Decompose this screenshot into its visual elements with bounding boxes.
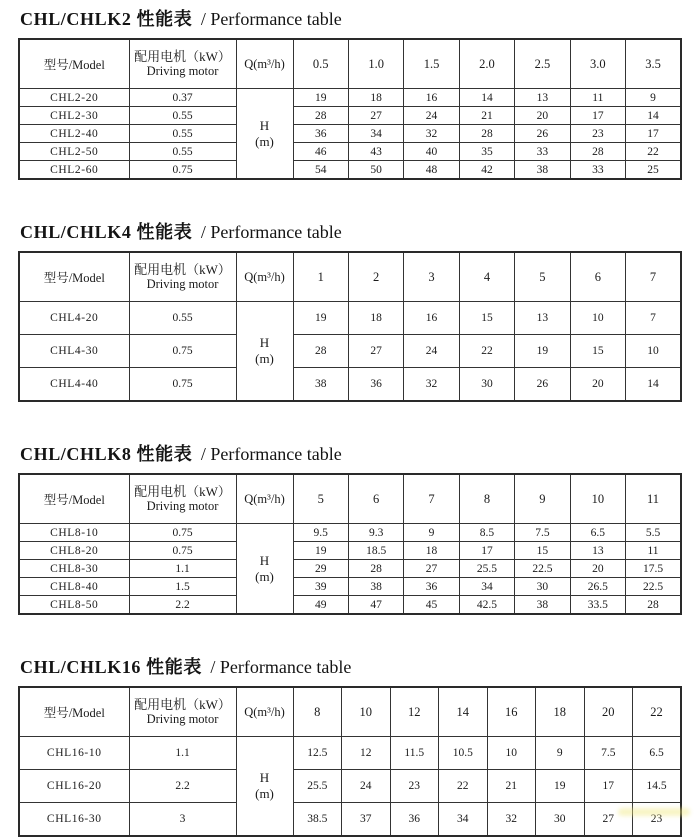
h-value-cell: 25.5 xyxy=(459,560,514,578)
h-value-cell: 27 xyxy=(348,107,403,125)
h-value-cell: 17 xyxy=(570,107,625,125)
header-row xyxy=(19,252,681,302)
h-value-cell: 38 xyxy=(515,161,570,180)
h-value-cell: 23 xyxy=(633,803,682,837)
h-value-cell: 18 xyxy=(348,89,403,107)
h-value-cell: 54 xyxy=(293,161,348,180)
table-row xyxy=(19,596,681,615)
h-value-cell: 14 xyxy=(626,368,681,402)
model-cell: CHL8-10 xyxy=(19,524,129,542)
col-header-motor-cn: 配用电机（kW） xyxy=(134,483,231,499)
col-header-q: Q(m³/h) xyxy=(236,252,293,302)
motor-cell: 0.37 xyxy=(129,89,236,107)
h-value-cell: 21 xyxy=(487,770,536,803)
col-header-motor-en: Driving motor xyxy=(146,63,219,78)
h-value-cell: 33 xyxy=(515,143,570,161)
h-value-cell: 12.5 xyxy=(293,737,342,770)
h-value-cell: 22.5 xyxy=(626,578,681,596)
model-cell: CHL8-20 xyxy=(19,542,129,560)
table-row xyxy=(19,803,681,837)
h-value-cell: 30 xyxy=(536,803,585,837)
h-value-cell: 20 xyxy=(570,368,625,402)
h-value-cell: 9.5 xyxy=(293,524,348,542)
h-value-cell: 25.5 xyxy=(293,770,342,803)
q-value-header: 14 xyxy=(439,687,488,737)
perf-table-4 xyxy=(18,686,682,837)
h-value-cell: 32 xyxy=(404,368,459,402)
section-title xyxy=(20,440,682,466)
section-chl-chlk4 xyxy=(18,218,682,402)
q-value-header: 12 xyxy=(390,687,439,737)
q-value-header: 5 xyxy=(515,252,570,302)
h-value-cell: 15 xyxy=(459,302,514,335)
q-value-header: 11 xyxy=(626,474,681,524)
head-unit-cell xyxy=(236,302,293,402)
col-header-motor xyxy=(129,39,236,89)
h-value-cell: 38 xyxy=(515,596,570,615)
model-cell: CHL4-20 xyxy=(19,302,129,335)
h-value-cell: 17.5 xyxy=(626,560,681,578)
col-header-model: 型号/Model xyxy=(19,39,129,89)
h-value-cell: 10 xyxy=(626,335,681,368)
motor-cell: 0.55 xyxy=(129,143,236,161)
q-value-header: 3.5 xyxy=(626,39,681,89)
h-value-cell: 7.5 xyxy=(515,524,570,542)
q-value-header: 1.0 xyxy=(348,39,403,89)
h-value-cell: 36 xyxy=(390,803,439,837)
motor-cell: 1.1 xyxy=(129,737,236,770)
head-unit-symbol: H xyxy=(259,335,270,351)
h-value-cell: 18.5 xyxy=(348,542,403,560)
q-value-header: 10 xyxy=(342,687,391,737)
section-title-suffix: / Performance table xyxy=(200,9,342,29)
h-value-cell: 10 xyxy=(570,302,625,335)
h-value-cell: 28 xyxy=(348,560,403,578)
head-unit-cell xyxy=(236,89,293,180)
h-value-cell: 39 xyxy=(293,578,348,596)
h-value-cell: 5.5 xyxy=(626,524,681,542)
model-cell: CHL2-60 xyxy=(19,161,129,180)
h-value-cell: 28 xyxy=(293,335,348,368)
perf-table-3 xyxy=(18,473,682,615)
model-cell: CHL4-40 xyxy=(19,368,129,402)
table-row xyxy=(19,770,681,803)
h-value-cell: 50 xyxy=(348,161,403,180)
model-cell: CHL16-20 xyxy=(19,770,129,803)
h-value-cell: 11 xyxy=(570,89,625,107)
table-row xyxy=(19,107,681,125)
h-value-cell: 17 xyxy=(626,125,681,143)
h-value-cell: 43 xyxy=(348,143,403,161)
h-value-cell: 32 xyxy=(487,803,536,837)
h-value-cell: 42 xyxy=(459,161,514,180)
h-value-cell: 14 xyxy=(459,89,514,107)
q-value-header: 2.0 xyxy=(459,39,514,89)
q-value-header: 8 xyxy=(459,474,514,524)
watermark-smudge xyxy=(618,808,690,816)
h-value-cell: 25 xyxy=(626,161,681,180)
q-value-header: 1 xyxy=(293,252,348,302)
h-value-cell: 11.5 xyxy=(390,737,439,770)
q-value-header: 22 xyxy=(633,687,682,737)
h-value-cell: 24 xyxy=(404,335,459,368)
h-value-cell: 34 xyxy=(348,125,403,143)
h-value-cell: 49 xyxy=(293,596,348,615)
table-row xyxy=(19,143,681,161)
h-value-cell: 23 xyxy=(570,125,625,143)
h-value-cell: 37 xyxy=(342,803,391,837)
motor-cell: 1.5 xyxy=(129,578,236,596)
col-header-q: Q(m³/h) xyxy=(236,687,293,737)
h-value-cell: 27 xyxy=(584,803,633,837)
section-title xyxy=(20,5,682,31)
h-value-cell: 47 xyxy=(348,596,403,615)
section-chl-chlk16 xyxy=(18,653,682,837)
q-value-header: 16 xyxy=(487,687,536,737)
h-value-cell: 10.5 xyxy=(439,737,488,770)
h-value-cell: 46 xyxy=(293,143,348,161)
h-value-cell: 19 xyxy=(293,542,348,560)
q-value-header: 7 xyxy=(626,252,681,302)
section-title xyxy=(20,218,682,244)
h-value-cell: 16 xyxy=(404,302,459,335)
model-cell: CHL8-30 xyxy=(19,560,129,578)
head-unit-label: (m) xyxy=(255,351,274,366)
q-value-header: 1.5 xyxy=(404,39,459,89)
head-unit-label: (m) xyxy=(255,568,274,584)
q-value-header: 7 xyxy=(404,474,459,524)
col-header-motor-cn: 配用电机（kW） xyxy=(134,261,231,277)
section-chl-chlk2 xyxy=(18,5,682,180)
h-value-cell: 38 xyxy=(348,578,403,596)
q-value-header: 0.5 xyxy=(293,39,348,89)
h-value-cell: 36 xyxy=(404,578,459,596)
head-unit-symbol: H xyxy=(259,770,270,786)
h-value-cell: 19 xyxy=(515,335,570,368)
perf-table-2 xyxy=(18,251,682,402)
h-value-cell: 38.5 xyxy=(293,803,342,837)
h-value-cell: 7.5 xyxy=(584,737,633,770)
table-row xyxy=(19,302,681,335)
h-value-cell: 27 xyxy=(348,335,403,368)
h-value-cell: 24 xyxy=(342,770,391,803)
section-chl-chlk8 xyxy=(18,440,682,615)
model-cell: CHL16-30 xyxy=(19,803,129,837)
q-value-header: 2 xyxy=(348,252,403,302)
col-header-motor xyxy=(129,687,236,737)
q-value-header: 20 xyxy=(584,687,633,737)
h-value-cell: 9 xyxy=(536,737,585,770)
section-title-suffix: / Performance table xyxy=(200,444,342,464)
h-value-cell: 28 xyxy=(570,143,625,161)
h-value-cell: 20 xyxy=(515,107,570,125)
h-value-cell: 29 xyxy=(293,560,348,578)
q-value-header: 9 xyxy=(515,474,570,524)
section-title-model: CHL/CHLK2 性能表 xyxy=(20,9,193,29)
q-value-header: 3.0 xyxy=(570,39,625,89)
col-header-q: Q(m³/h) xyxy=(236,474,293,524)
q-value-header: 6 xyxy=(348,474,403,524)
h-value-cell: 15 xyxy=(570,335,625,368)
model-cell: CHL2-50 xyxy=(19,143,129,161)
motor-cell: 2.2 xyxy=(129,596,236,615)
h-value-cell: 19 xyxy=(293,302,348,335)
h-value-cell: 42.5 xyxy=(459,596,514,615)
h-value-cell: 8.5 xyxy=(459,524,514,542)
model-cell: CHL8-40 xyxy=(19,578,129,596)
motor-cell: 0.55 xyxy=(129,125,236,143)
header-row xyxy=(19,39,681,89)
motor-cell: 0.55 xyxy=(129,302,236,335)
h-value-cell: 27 xyxy=(404,560,459,578)
h-value-cell: 24 xyxy=(404,107,459,125)
col-header-motor-en: Driving motor xyxy=(146,276,219,291)
section-title-suffix: / Performance table xyxy=(200,222,342,242)
h-value-cell: 9.3 xyxy=(348,524,403,542)
table-row xyxy=(19,578,681,596)
table-row xyxy=(19,368,681,402)
header-row xyxy=(19,687,681,737)
h-value-cell: 26.5 xyxy=(570,578,625,596)
head-unit-cell xyxy=(236,524,293,615)
motor-cell: 3 xyxy=(129,803,236,837)
h-value-cell: 38 xyxy=(293,368,348,402)
model-cell: CHL8-50 xyxy=(19,596,129,615)
motor-cell: 2.2 xyxy=(129,770,236,803)
h-value-cell: 22.5 xyxy=(515,560,570,578)
h-value-cell: 9 xyxy=(626,89,681,107)
col-header-motor-en: Driving motor xyxy=(146,711,219,726)
head-unit-symbol: H xyxy=(259,117,270,133)
h-value-cell: 28 xyxy=(459,125,514,143)
h-value-cell: 45 xyxy=(404,596,459,615)
h-value-cell: 6.5 xyxy=(570,524,625,542)
col-header-model: 型号/Model xyxy=(19,474,129,524)
h-value-cell: 40 xyxy=(404,143,459,161)
h-value-cell: 13 xyxy=(570,542,625,560)
section-title-model: CHL/CHLK8 性能表 xyxy=(20,444,193,464)
col-header-model: 型号/Model xyxy=(19,252,129,302)
h-value-cell: 19 xyxy=(293,89,348,107)
h-value-cell: 30 xyxy=(459,368,514,402)
col-header-motor-cn: 配用电机（kW） xyxy=(134,696,231,712)
table-row xyxy=(19,89,681,107)
h-value-cell: 26 xyxy=(515,368,570,402)
motor-cell: 0.75 xyxy=(129,335,236,368)
section-title xyxy=(20,653,682,679)
table-row xyxy=(19,161,681,180)
model-cell: CHL2-20 xyxy=(19,89,129,107)
h-value-cell: 22 xyxy=(626,143,681,161)
h-value-cell: 10 xyxy=(487,737,536,770)
h-value-cell: 16 xyxy=(404,89,459,107)
h-value-cell: 36 xyxy=(348,368,403,402)
table-row xyxy=(19,560,681,578)
table-row xyxy=(19,335,681,368)
header-row xyxy=(19,474,681,524)
h-value-cell: 12 xyxy=(342,737,391,770)
h-value-cell: 21 xyxy=(459,107,514,125)
h-value-cell: 13 xyxy=(515,302,570,335)
h-value-cell: 33 xyxy=(570,161,625,180)
h-value-cell: 14 xyxy=(626,107,681,125)
col-header-model: 型号/Model xyxy=(19,687,129,737)
motor-cell: 0.75 xyxy=(129,368,236,402)
h-value-cell: 28 xyxy=(626,596,681,615)
q-value-header: 8 xyxy=(293,687,342,737)
q-value-header: 5 xyxy=(293,474,348,524)
col-header-motor xyxy=(129,252,236,302)
h-value-cell: 9 xyxy=(404,524,459,542)
h-value-cell: 34 xyxy=(459,578,514,596)
table-row xyxy=(19,542,681,560)
h-value-cell: 30 xyxy=(515,578,570,596)
col-header-motor-en: Driving motor xyxy=(146,498,219,513)
section-title-model: CHL/CHLK4 性能表 xyxy=(20,222,193,242)
h-value-cell: 35 xyxy=(459,143,514,161)
h-value-cell: 15 xyxy=(515,542,570,560)
head-unit-label: (m) xyxy=(255,133,274,149)
model-cell: CHL2-40 xyxy=(19,125,129,143)
perf-table-1 xyxy=(18,38,682,180)
q-value-header: 3 xyxy=(404,252,459,302)
col-header-motor xyxy=(129,474,236,524)
h-value-cell: 7 xyxy=(626,302,681,335)
h-value-cell: 34 xyxy=(439,803,488,837)
h-value-cell: 17 xyxy=(459,542,514,560)
q-value-header: 10 xyxy=(570,474,625,524)
q-value-header: 2.5 xyxy=(515,39,570,89)
h-value-cell: 20 xyxy=(570,560,625,578)
col-header-motor-cn: 配用电机（kW） xyxy=(134,48,231,64)
section-title-model: CHL/CHLK16 性能表 xyxy=(20,657,202,677)
h-value-cell: 14.5 xyxy=(633,770,682,803)
h-value-cell: 18 xyxy=(348,302,403,335)
motor-cell: 0.55 xyxy=(129,107,236,125)
motor-cell: 0.75 xyxy=(129,542,236,560)
h-value-cell: 33.5 xyxy=(570,596,625,615)
col-header-q: Q(m³/h) xyxy=(236,39,293,89)
table-row xyxy=(19,737,681,770)
h-value-cell: 18 xyxy=(404,542,459,560)
h-value-cell: 32 xyxy=(404,125,459,143)
h-value-cell: 17 xyxy=(584,770,633,803)
h-value-cell: 22 xyxy=(439,770,488,803)
head-unit-cell xyxy=(236,737,293,837)
table-row xyxy=(19,524,681,542)
table-row xyxy=(19,125,681,143)
q-value-header: 4 xyxy=(459,252,514,302)
h-value-cell: 19 xyxy=(536,770,585,803)
h-value-cell: 13 xyxy=(515,89,570,107)
section-title-suffix: / Performance table xyxy=(210,657,352,677)
q-value-header: 18 xyxy=(536,687,585,737)
head-unit-label: (m) xyxy=(255,786,274,801)
q-value-header: 6 xyxy=(570,252,625,302)
h-value-cell: 23 xyxy=(390,770,439,803)
motor-cell: 1.1 xyxy=(129,560,236,578)
head-unit-symbol: H xyxy=(259,552,270,568)
model-cell: CHL4-30 xyxy=(19,335,129,368)
h-value-cell: 36 xyxy=(293,125,348,143)
model-cell: CHL16-10 xyxy=(19,737,129,770)
h-value-cell: 6.5 xyxy=(633,737,682,770)
motor-cell: 0.75 xyxy=(129,524,236,542)
h-value-cell: 22 xyxy=(459,335,514,368)
motor-cell: 0.75 xyxy=(129,161,236,180)
h-value-cell: 26 xyxy=(515,125,570,143)
h-value-cell: 48 xyxy=(404,161,459,180)
h-value-cell: 28 xyxy=(293,107,348,125)
h-value-cell: 11 xyxy=(626,542,681,560)
model-cell: CHL2-30 xyxy=(19,107,129,125)
